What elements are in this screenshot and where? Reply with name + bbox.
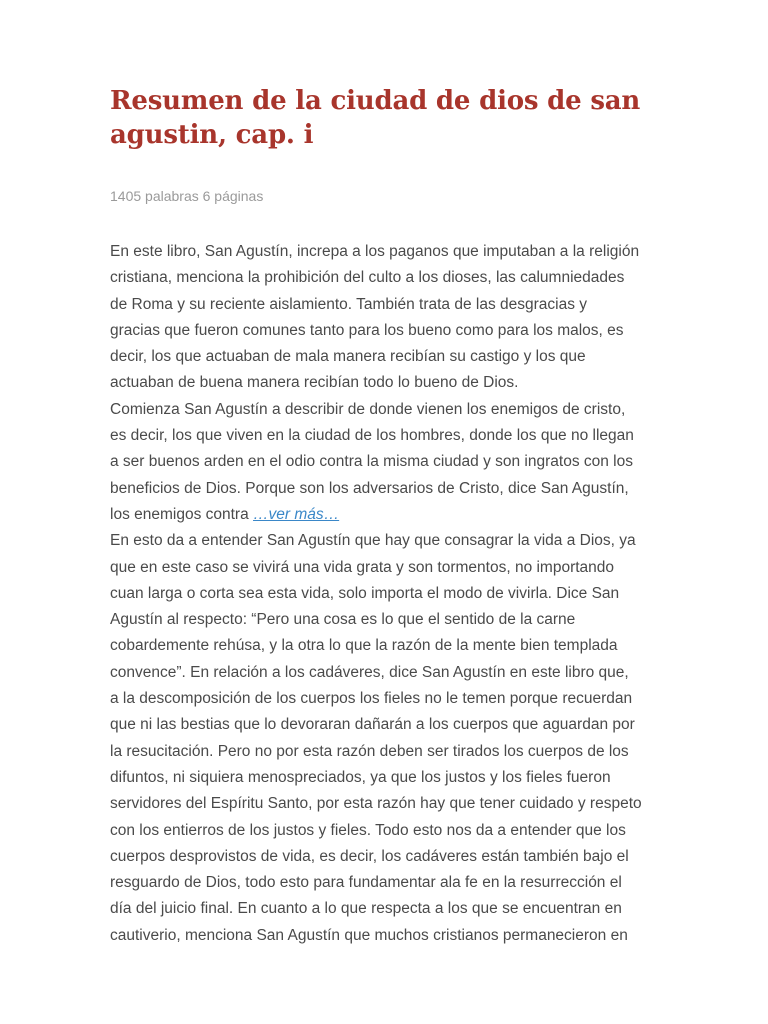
body-line: que ni las bestias que lo devoraran dañarán a los cuerpos que aguardan por <box>110 716 635 734</box>
body-line: cobardemente rehúsa, y la otra lo que la razón de la mente bien templada <box>110 637 618 655</box>
body-line: gracias que fueron comunes tanto para los bueno como para los malos, es <box>110 321 624 339</box>
title-line: Resumen de la ciudad de dios de san <box>110 86 641 116</box>
body-line-with-link <box>110 502 662 528</box>
document-body <box>110 239 662 949</box>
title-line: agustin, cap. i <box>110 120 314 150</box>
document-meta: 1405 palabras 6 páginas <box>110 188 264 204</box>
body-line: cuan larga o corta sea esta vida, solo importa el modo de vivirla. Dice San <box>110 584 620 602</box>
ver-mas-link[interactable]: …ver más… <box>253 505 340 523</box>
page-title <box>110 84 662 152</box>
body-line: con los entierros de los justos y fieles. Todo esto nos da a entender que los <box>110 821 626 839</box>
body-line: En esto da a entender San Agustín que hay que consagrar la vida a Dios, ya <box>110 532 636 550</box>
body-line: resguardo de Dios, todo esto para fundamentar ala fe en la resurrección el <box>110 874 622 892</box>
body-line: a la descomposición de los cuerpos los fieles no le temen porque recuerdan <box>110 690 633 708</box>
body-line: a ser buenos arden en el odio contra la misma ciudad y son ingratos con los <box>110 453 633 471</box>
body-line: difuntos, ni siquiera menospreciados, ya que los justos y los fieles fueron <box>110 768 611 786</box>
body-line: Comienza San Agustín a describir de donde vienen los enemigos de cristo, <box>110 400 626 418</box>
body-line: servidores del Espíritu Santo, por esta razón hay que tener cuidado y respeto <box>110 795 642 813</box>
body-line: cuerpos desprovistos de vida, es decir, los cadáveres están también bajo el <box>110 847 629 865</box>
body-line: actuaban de buena manera recibían todo lo bueno de Dios. <box>110 374 519 392</box>
body-line: cautiverio, menciona San Agustín que muchos cristianos permanecieron en <box>110 926 628 944</box>
body-line: decir, los que actuaban de mala manera recibían su castigo y los que <box>110 348 586 366</box>
body-line: día del juicio final. En cuanto a lo que respecta a los que se encuentran en <box>110 900 622 918</box>
body-line-text: los enemigos contra <box>110 505 254 523</box>
body-line: En este libro, San Agustín, increpa a los paganos que imputaban a la religión <box>110 243 640 260</box>
body-line: la resucitación. Pero no por esta razón deben ser tirados los cuerpos de los <box>110 742 629 760</box>
body-line: que en este caso se vivirá una vida grata y son tormentos, no importando <box>110 558 615 576</box>
body-line: Agustín al respecto: “Pero una cosa es lo que el sentido de la carne <box>110 611 576 629</box>
body-line: de Roma y su reciente aislamiento. También trata de las desgracias y <box>110 295 588 313</box>
body-line: es decir, los que viven en la ciudad de los hombres, donde los que no llegan <box>110 427 634 445</box>
body-line: cristiana, menciona la prohibición del culto a los dioses, las calumniedades <box>110 269 625 287</box>
document-page <box>110 84 662 949</box>
body-line: convence”. En relación a los cadáveres, dice San Agustín en este libro que, <box>110 663 629 681</box>
body-line: beneficios de Dios. Porque son los adversarios de Cristo, dice San Agustín, <box>110 479 629 497</box>
